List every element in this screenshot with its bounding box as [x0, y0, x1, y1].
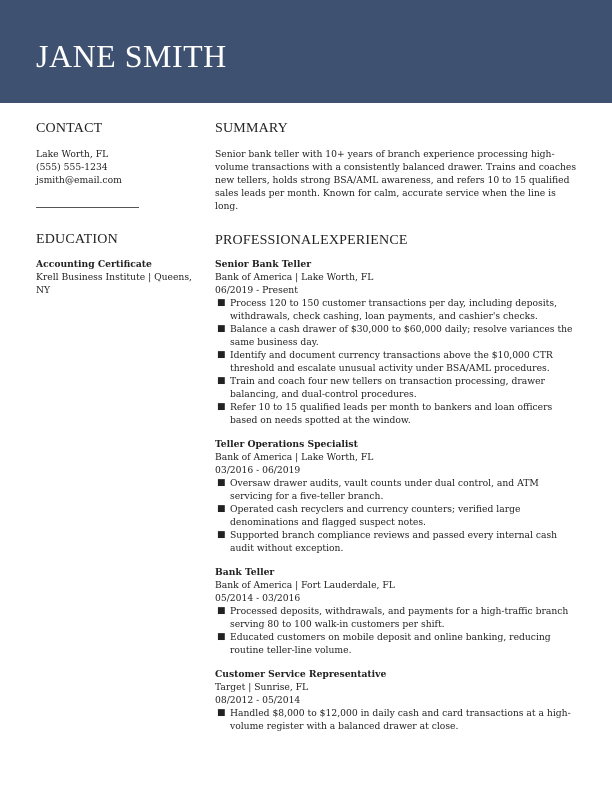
contact-details	[36, 148, 196, 187]
job-bullets	[215, 605, 577, 657]
job-company: Target | Sunrise, FL	[215, 682, 309, 693]
job-entry	[215, 438, 577, 555]
job-bullet-text: Process 120 to 150 customer transactions per day, including deposits, withdrawals, check cashing, loan payments, and cashier's checks.	[230, 298, 557, 322]
job-bullet-text: Identify and document currency transactions above the $10,000 CTR threshold and escalate unusual activity under BSA/AML procedures.	[230, 350, 553, 374]
summary-text: Senior bank teller with 10+ years of branch experience processing high-volume transactions with a consistently balanced drawer. Trains and coaches new tellers, holds strong BSA/AML awareness, and refers 10 to 15 qualified sales leads per month. Known for calm, accurate service when the line is long.	[215, 149, 577, 212]
summary-heading: SUMMARY	[215, 121, 288, 136]
job-bullets	[215, 477, 577, 555]
job-bullet-text: Train and coach four new tellers on transaction processing, drawer balancing, and dual-control procedures.	[230, 376, 545, 400]
candidate-name: JANE SMITH	[36, 38, 227, 74]
education-degree: Accounting Certificate	[36, 259, 152, 270]
job-bullet-text: Processed deposits, withdrawals, and payments for a high-traffic branch serving 80 to 100 walk-in customers per shift.	[230, 606, 569, 630]
job-bullet-text: Refer 10 to 15 qualified leads per month to bankers and loan officers based on needs spotted at the window.	[230, 402, 553, 426]
right-column	[215, 120, 577, 733]
bullet-icon: ■	[217, 530, 226, 540]
job-title: Customer Service Representative	[215, 669, 387, 680]
contact-phone: (555) 555-1234	[36, 162, 108, 173]
experience-section	[215, 232, 577, 733]
bullet-icon: ■	[217, 402, 226, 412]
bullet-icon: ■	[217, 632, 226, 642]
job-bullet	[215, 529, 577, 555]
job-bullets	[215, 297, 577, 427]
contact-section	[36, 120, 196, 208]
job-bullet	[215, 707, 577, 733]
education-section	[36, 231, 196, 297]
job-bullet	[215, 503, 577, 529]
job-company: Bank of America | Fort Lauderdale, FL	[215, 580, 395, 591]
job-bullet-text: Oversaw drawer audits, vault counts under dual control, and ATM servicing for a five-teller branch.	[230, 478, 539, 502]
contact-divider	[36, 207, 139, 208]
job-title: Senior Bank Teller	[215, 259, 312, 270]
job-bullet	[215, 631, 577, 657]
job-bullet	[215, 477, 577, 503]
bullet-icon: ■	[217, 708, 226, 718]
job-bullets	[215, 707, 577, 733]
bullet-icon: ■	[217, 298, 226, 308]
job-bullet-text: Educated customers on mobile deposit and online banking, reducing routine teller-line volume.	[230, 632, 551, 656]
bullet-icon: ■	[217, 350, 226, 360]
left-column	[36, 120, 196, 297]
job-dates: 03/2016 - 06/2019	[215, 465, 301, 476]
summary-section	[215, 120, 577, 213]
bullet-icon: ■	[217, 376, 226, 386]
job-bullet	[215, 323, 577, 349]
job-entry	[215, 566, 577, 657]
job-entry	[215, 258, 577, 427]
bullet-icon: ■	[217, 324, 226, 334]
job-bullet	[215, 297, 577, 323]
job-entry	[215, 668, 577, 733]
bullet-icon: ■	[217, 478, 226, 488]
contact-email: jsmith@email.com	[36, 175, 122, 186]
job-company: Bank of America | Lake Worth, FL	[215, 452, 374, 463]
job-dates: 05/2014 - 03/2016	[215, 593, 301, 604]
header-banner	[0, 0, 612, 103]
job-bullet	[215, 605, 577, 631]
job-dates: 06/2019 - Present	[215, 285, 298, 296]
education-school: Krell Business Institute | Queens, NY	[36, 272, 192, 296]
job-bullet	[215, 349, 577, 375]
job-bullet	[215, 401, 577, 427]
job-bullet-text: Handled $8,000 to $12,000 in daily cash and card transactions at a high-volume register with a balanced drawer at close.	[230, 708, 571, 732]
bullet-icon: ■	[217, 606, 226, 616]
contact-location: Lake Worth, FL	[36, 149, 109, 160]
job-bullet-text: Supported branch compliance reviews and passed every internal cash audit without exception.	[230, 530, 558, 554]
job-bullet	[215, 375, 577, 401]
education-entry	[36, 258, 196, 297]
job-bullet-text: Operated cash recyclers and currency counters; verified large denominations and flagged suspect notes.	[230, 504, 521, 528]
bullet-icon: ■	[217, 504, 226, 514]
job-bullet-text: Balance a cash drawer of $30,000 to $60,000 daily; resolve variances the same business day.	[230, 324, 573, 348]
education-heading: EDUCATION	[36, 232, 118, 247]
contact-heading: CONTACT	[36, 121, 103, 136]
job-company: Bank of America | Lake Worth, FL	[215, 272, 374, 283]
job-title: Bank Teller	[215, 567, 275, 578]
job-dates: 08/2012 - 05/2014	[215, 695, 301, 706]
experience-heading: PROFESSIONALEXPERIENCE	[215, 233, 408, 248]
job-title: Teller Operations Specialist	[215, 439, 358, 450]
